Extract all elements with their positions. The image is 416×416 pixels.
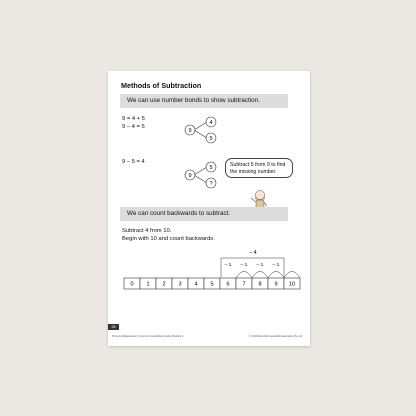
- bond-1-part-bottom: 5: [209, 136, 213, 143]
- number-line-label: 5: [210, 281, 214, 288]
- bond-2-part-missing: ?: [209, 181, 213, 188]
- total-jump-label: – 4: [249, 250, 257, 256]
- jump-label: – 1: [272, 263, 280, 268]
- number-line-label: 9: [274, 281, 278, 288]
- girl-arm: [264, 202, 267, 206]
- jump-arc-2: [268, 272, 284, 279]
- bond-1-branch-top: [194, 122, 207, 130]
- number-bond-banner: We can use number bonds to show subtraction.: [120, 94, 288, 108]
- section-heading: Methods of Subtraction: [121, 81, 202, 90]
- instruction-line: Begin with 10 and count backwards.: [122, 236, 215, 242]
- number-line-label: 4: [194, 281, 198, 288]
- workbook-page: [108, 71, 310, 346]
- bond-1-part-top: 4: [209, 120, 213, 127]
- equation-subtraction: 9 – 4 = 5: [122, 124, 145, 130]
- number-bond-2: [185, 162, 216, 188]
- bond-2-branch-top: [194, 167, 207, 175]
- jump-label: – 1: [224, 263, 232, 268]
- number-line-label: 10: [288, 281, 296, 288]
- equation-missing-part: 9 – 5 = 4: [122, 159, 145, 165]
- jump-label: – 1: [256, 263, 264, 268]
- bond-2-part-top: 5: [209, 165, 213, 172]
- page-number: 28: [108, 324, 119, 330]
- equation-addition: 9 = 4 + 5: [122, 116, 145, 122]
- jump-arc-3: [252, 272, 268, 279]
- bond-1-branch-bottom: [194, 130, 207, 138]
- bond-1-whole: 9: [188, 128, 192, 135]
- number-line-label: 2: [162, 281, 166, 288]
- number-line-label: 3: [178, 281, 182, 288]
- speech-bubble: Subtract 5 from 9 to find the missing number.: [225, 158, 293, 178]
- number-line-label: 7: [242, 281, 246, 288]
- jump-arc-4: [236, 272, 252, 279]
- number-line-label: 1: [146, 281, 150, 288]
- book-title: Primary Mathematics (Common Core Edition) Extra Practice 1: [112, 335, 184, 338]
- girl-head: [256, 191, 265, 200]
- jump-label: – 1: [240, 263, 248, 268]
- number-line-jumps: [221, 250, 300, 278]
- number-line-label: 8: [258, 281, 262, 288]
- bond-2-whole: 9: [188, 173, 192, 180]
- number-line-label: 6: [226, 281, 230, 288]
- number-line-label: 0: [130, 281, 134, 288]
- jump-arc-1: [284, 272, 300, 279]
- count-backwards-banner: We can count backwards to subtract.: [120, 207, 288, 221]
- copyright-notice: © 2014 Marshall Cavendish Education Pte Ltd: [248, 335, 302, 338]
- page-footer: [108, 324, 310, 340]
- number-line: [124, 278, 300, 289]
- bond-2-branch-bottom: [194, 175, 207, 183]
- instruction-line: Subtract 4 from 10.: [122, 228, 172, 234]
- number-bond-1: [185, 117, 216, 143]
